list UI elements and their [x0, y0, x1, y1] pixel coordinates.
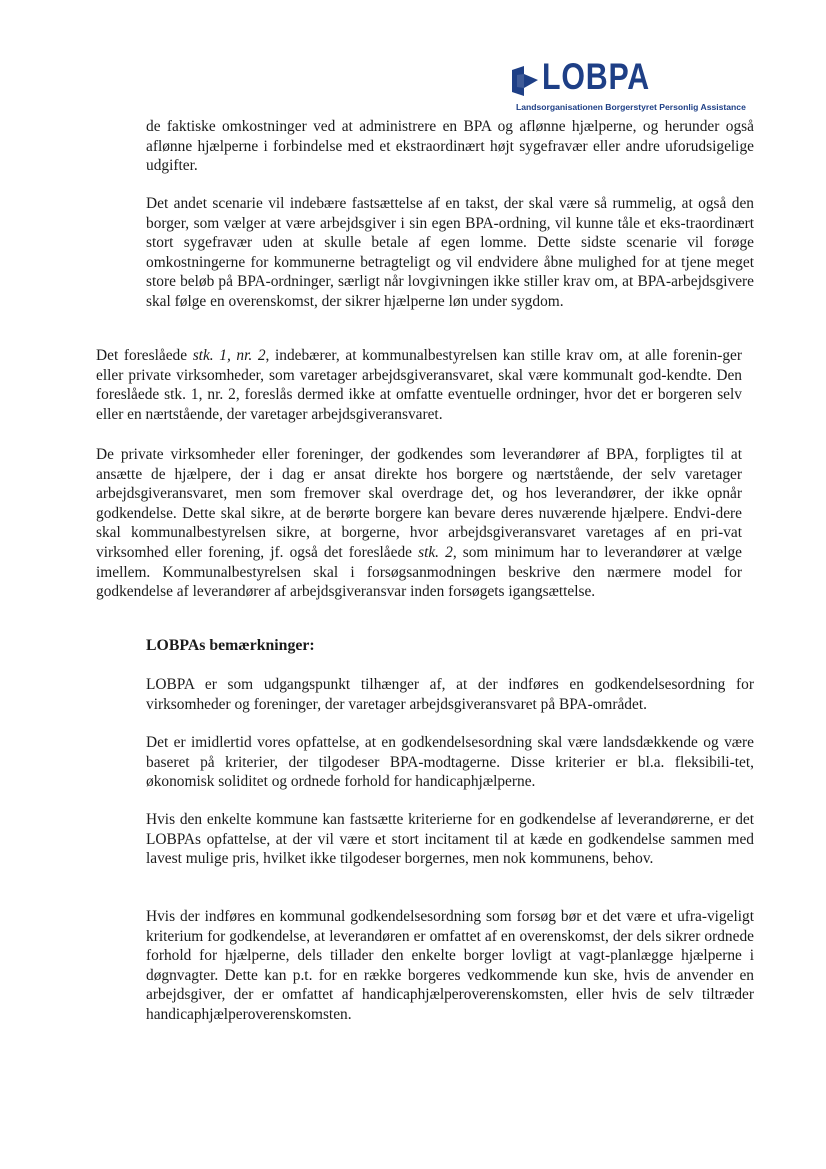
- arrow-logo-icon: [512, 66, 538, 96]
- text-segment: , indebærer, at kommunalbestyrelsen kan stille krav om, at alle forenin-ger eller private virksomheder, som varetager arbejdsgiveransvaret, skal være kommunalt god-kendte. Den foreslåede stk. 1, nr. 2, foreslås dermed ikke at omfatte eventuelle ordninger, hvor det er borgeren selv eller en nærtstående, der varetager arbejdsgiveransvaret.: [96, 347, 742, 423]
- paragraph-national-scheme: Det er imidlertid vores opfattelse, at en godkendelsesordning skal være landsdækkende og være baseret på kriterier, der tilgodeser BPA-modtagerne. Disse kriterier er bl.a. fleksibili-tet, økonomisk soliditet og ordnede forhold for handicaphjælperne.: [146, 734, 754, 791]
- logo-subtitle: Landsorganisationen Borgerstyret Personlig Assistance: [516, 102, 746, 112]
- legal-reference: stk. 2: [418, 543, 453, 561]
- text-segment: De private virksomheder eller foreninger, der godkendes som leverandører af BPA, forpligtes til at ansætte de hjælpere, der i dag er ansat direkte hos borgere og nærtstående, der selv varetager arbejdsgiveransvaret, men som fremover skal overdrage det, og hos leverandører, der ikke opnår godkendelse. Dette skal sikre, at de berørte borgere kan bevare deres nuværende hjælpere. Endvi-dere skal kommunalbestyrelsen sikre, at borgerne, hvor arbejdsgiveransvaret varetages af en pri-vat virksomhed eller forening, jf. også det foreslåede: [96, 446, 742, 561]
- lobpa-logo: [512, 56, 772, 114]
- paragraph-proposal-stk1: [96, 346, 742, 424]
- paragraph-second-scenario: Det andet scenarie vil indebære fastsættelse af en takst, der skal være så rummelig, at også den borger, som vælger at være arbejdsgiver i sin egen BPA-ordning, vil kunne tåle et eks-traordinært stort sygefravær uden at skulle betale af egen lomme. Dette sidste scenarie vil forøge omkostningerne for kommunerne betragteligt og vil endvidere åbne mulighed for at tjene meget store beløb på BPA-ordninger, særligt når lovgivningen ikke stiller krav om, at BPA-arbejdsgivere skal følge en overenskomst, der sikrer hjælperne løn under sygdom.: [146, 195, 754, 310]
- text-segment: Det foreslåede: [96, 347, 193, 364]
- text-segment: , som minimum har to leverandører at vælge imellem. Kommunalbestyrelsen skal i forsøgsanmodningen beskrive den nærmere model for godkendelse af leverandører af arbejdsgiveransvar inden forsøgets igangsættelse.: [96, 543, 742, 601]
- paragraph-collective-agreement: Hvis der indføres en kommunal godkendelsesordning som forsøg bør et det være et ufra-vigeligt kriterium for godkendelse, at leverandøren er omfattet af en overenskomst, der dels sikrer ordnede forhold for hjælperne, dels tillader den enkelte borger lovligt at vagt-planlægge hjælperne i døgnvagter. Dette kan p.t. for en række borgeres vedkommende kun ske, hvis de anvender en arbejdsgiver, der er omfattet af handicaphjælperoverenskomsten, eller hvis de selv tiltræder handicaphjælperoverenskomsten.: [146, 908, 754, 1023]
- logo-wordmark: LOBPA: [542, 56, 651, 97]
- paragraph-lobpa-support: LOBPA er som udgangspunkt tilhænger af, at der indføres en godkendelsesordning for virksomheder og foreninger, der varetager arbejdsgiveransvaret på BPA-området.: [146, 676, 754, 713]
- paragraph-private-providers: [96, 445, 742, 602]
- paragraph-municipal-criteria: Hvis den enkelte kommune kan fastsætte kriterierne for en godkendelse af leverandørerne, er det LOBPAs opfattelse, at der vil være et stort incitament til at kæde en godkendelse sammen med lavest mulige pris, hvilket ikke tilgodeser borgernes, men nok kommunens, behov.: [146, 811, 754, 868]
- section-heading: LOBPAs bemærkninger:: [146, 637, 315, 654]
- paragraph-costs: de faktiske omkostninger ved at administrere en BPA og aflønne hjælperne, og herunder også aflønne hjælperne i forbindelse med et ekstraordinært højt sygefravær eller andre uforudsigelige udgifter.: [146, 118, 754, 175]
- legal-reference: stk. 1, nr. 2: [192, 347, 266, 364]
